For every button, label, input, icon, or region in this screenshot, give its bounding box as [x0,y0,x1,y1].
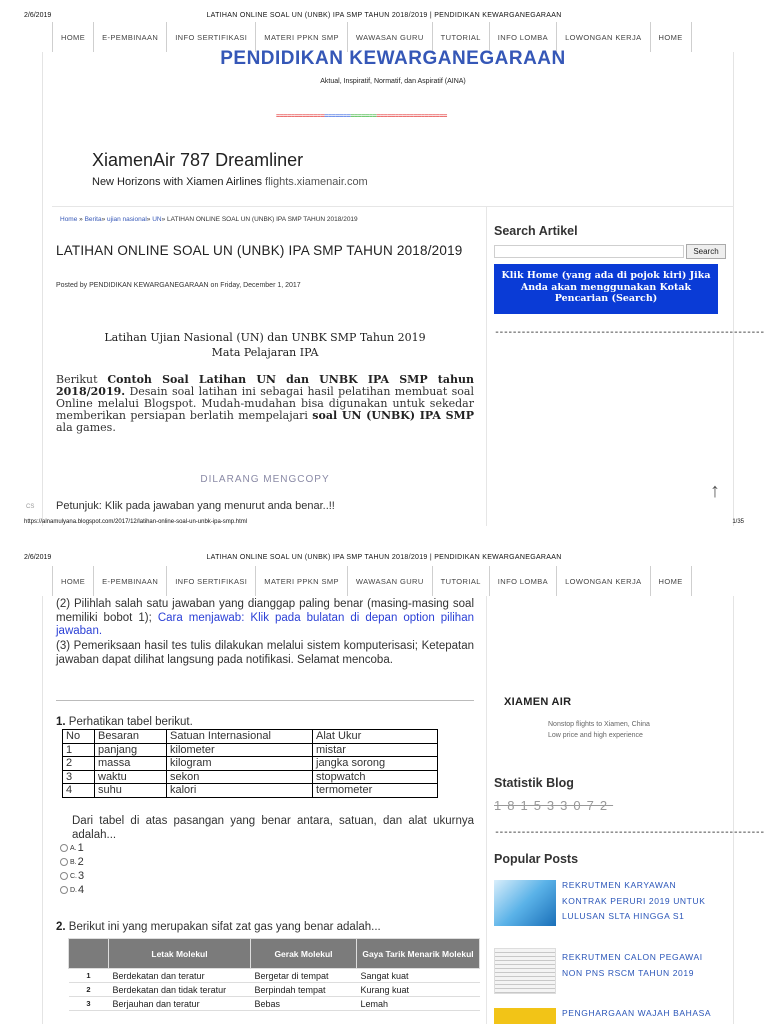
search-heading: Search Artikel [494,224,578,238]
nav-lowongan-kerja[interactable]: LOWONGAN KERJA [557,22,650,52]
question-2-table [68,938,480,1011]
breadcrumb-berita[interactable]: Berita [84,216,102,223]
table-row: 2 massa kilogram jangka sorong [63,757,438,771]
answer-howto: Cara menjawab: Klik pada bulatan di depan option pilihan jawaban. [56,611,474,637]
table-row: 3 waktu sekon stopwatch [63,770,438,784]
option-b[interactable]: B. 2 [60,856,84,868]
nav-wawasan-guru[interactable]: WAWASAN GURU [348,22,433,52]
nav-info-sertifikasi[interactable]: INFO SERTIFIKASI [167,22,256,52]
nav-materi-ppkn[interactable]: MATERI PPKN SMP [256,566,348,596]
popular-post-thumbnail[interactable] [494,880,556,926]
scroll-top-icon[interactable]: ↑ [710,480,720,502]
no-copy-notice: DILARANG MENGCOPY [200,474,330,485]
search-button[interactable]: Search [686,244,726,259]
search-input[interactable] [494,245,684,258]
nav-info-lomba[interactable]: INFO LOMBA [490,566,557,596]
sidebar-divider-2 [486,596,487,1024]
popular-post-thumbnail[interactable] [494,948,556,994]
table-row: 1 panjang kilometer mistar [63,743,438,757]
nav-e-pembinaan[interactable]: E-PEMBINAAN [94,566,167,596]
popular-post-link-1[interactable]: REKRUTMEN KARYAWAN KONTRAK PERURI 2019 UNTUK LULUSAN SLTA HINGGA S1 [562,880,706,921]
table-row: 3 Berjauhan dan teratur Bebas Lemah [69,997,480,1011]
nav-tutorial[interactable]: TUTORIAL [433,22,490,52]
rainbow-divider: ============================================== [276,112,447,120]
option-a[interactable]: A. 1 [60,842,84,854]
print-header-2 [0,548,768,562]
rule-3: (3) Pemeriksaan hasil tes tulis dilakukan melalui sistem komputerisasi; Ketepatan jawaban dapat dilihat langsung pada notifikasi. Selamat mencoba. [56,640,474,666]
print-url: https://alnamulyana.blogspot.com/2017/12/latihan-online-soal-un-unbk-ipa-smp.html [24,519,248,525]
table-header-row: Letak Molekul Gerak Molekul Gaya Tarik Menarik Molekul [69,939,480,969]
post-heading-1: Latihan Ujian Nasional (UN) dan UNBK SMP Tahun 2019 [104,331,426,344]
ad-description[interactable]: New Horizons with Xiamen Airlines flights.xiamenair.com [92,176,368,188]
question-1-table [62,729,438,798]
nav-home[interactable]: HOME [52,566,94,596]
question-1-text: Dari tabel di atas pasangan yang benar antara, satuan, dan alat ukurnya adalah... [72,815,474,841]
print-doc-title-2: LATIHAN ONLINE SOAL UN (UNBK) IPA SMP TAHUN 2018/2019 | PENDIDIKAN KEWARGANEGARAAN [206,554,562,561]
breadcrumb-un[interactable]: UN [152,216,162,223]
nav-info-lomba[interactable]: INFO LOMBA [490,22,557,52]
nav-e-pembinaan[interactable]: E-PEMBINAAN [94,22,167,52]
divider [52,206,734,207]
sidebar-dash-divider-2: ------------------------------------------------------------- [494,827,764,838]
popular-post-thumbnail[interactable] [494,1008,556,1024]
stat-counter: 181533072 [494,798,614,813]
breadcrumb-ujian-nasional[interactable]: ujian nasional [107,216,147,223]
blog-tagline: Aktual, Inspiratif, Normatif, dan Aspiratif (AINA) [320,78,466,85]
print-date-2: 2/6/2019 [24,554,52,561]
nav-home-2[interactable]: HOME [651,566,692,596]
post-meta: Posted by PENDIDIKAN KEWARGANEGARAAN on Friday, December 1, 2017 [56,282,301,289]
nav-info-sertifikasi[interactable]: INFO SERTIFIKASI [167,566,256,596]
radio-c[interactable] [60,872,68,880]
sidebar-dash-divider: ------------------------------------------------------------- [494,327,764,338]
ad-xiamen-description[interactable]: Nonstop flights to Xiamen, China Low price and high experience [548,721,650,739]
question-2: 2. Berikut ini yang merupakan sifat zat gas yang benar adalah... [56,921,381,933]
table-row: No Besaran Satuan Internasional Alat Ukur [63,730,438,744]
table-row: 2 Berdekatan dan tidak teratur Berpindah tempat Kurang kuat [69,983,480,997]
intro-paragraph: Berikut Contoh Soal Latihan UN dan UNBK IPA SMP tahun 2018/2019. Desain soal latihan ini sebagai hasil pelatihan membuat soal Online melalui Blogspot. Mudah-mudahan bisa digunakan untuk sekedar memberikan persiapan berlatih mempelajari soal UN (UNBK) IPA SMP ala games. [56,373,474,434]
top-nav-2 [52,566,734,596]
search-hint-box: Klik Home (yang ada di pojok kiri) Jika Anda akan menggunakan Kotak Pencarian (Search) [494,264,718,314]
table-row: 1 Berdekatan dan teratur Bergetar di tempat Sangat kuat [69,969,480,983]
radio-a[interactable] [60,844,68,852]
nav-tutorial[interactable]: TUTORIAL [433,566,490,596]
radio-b[interactable] [60,858,68,866]
stat-heading: Statistik Blog [494,776,574,790]
ad-xiamen-title[interactable]: XIAMEN AIR [504,696,572,708]
question-divider [56,700,474,701]
question-1: 1. Perhatikan tabel berikut. [56,716,193,728]
post-title: LATIHAN ONLINE SOAL UN (UNBK) IPA SMP TAHUN 2018/2019 [56,243,463,258]
popular-post-link-3[interactable]: PENGHARGAAN WAJAH BAHASA [562,1008,712,1018]
nav-wawasan-guru[interactable]: WAWASAN GURU [348,566,433,596]
sidebar-divider [486,206,487,526]
instructions-text: Petunjuk: Klik pada jawaban yang menurut anda benar..!! [56,500,335,512]
popular-post-link-2[interactable]: REKRUTMEN CALON PEGAWAI NON PNS RSCM TAHUN 2019 [562,952,703,978]
print-page-number: 1/35 [732,519,744,525]
print-date: 2/6/2019 [24,12,52,19]
breadcrumb-home[interactable]: Home [60,216,78,223]
breadcrumb: Home » Berita» ujian nasional» UN» LATIHAN ONLINE SOAL UN (UNBK) IPA SMP TAHUN 2018/2019 [60,216,358,223]
popular-posts-heading: Popular Posts [494,852,579,866]
breadcrumb-current: LATIHAN ONLINE SOAL UN (UNBK) IPA SMP TAHUN 2018/2019 [167,216,358,223]
rule-2: (2) Pilihlah salah satu jawaban yang dianggap paling benar (masing-masing soal memiliki bobot 1); Cara menjawab: Klik pada bulatan di depan option pilihan jawaban. [56,598,474,637]
blog-title[interactable]: PENDIDIKAN KEWARGANEGARAAN [220,48,566,69]
option-c[interactable]: C. 3 [60,870,84,882]
option-d[interactable]: D. 4 [60,884,84,896]
nav-home[interactable]: HOME [52,22,94,52]
ad-url: flights.xiamenair.com [265,176,368,188]
nav-lowongan-kerja[interactable]: LOWONGAN KERJA [557,566,650,596]
side-mark: CS [26,504,35,510]
post-heading-2: Mata Pelajaran IPA [211,346,319,359]
table-row: 4 suhu kalori termometer [63,784,438,798]
radio-d[interactable] [60,886,68,894]
ad-title[interactable]: XiamenAir 787 Dreamliner [92,150,304,170]
print-doc-title: LATIHAN ONLINE SOAL UN (UNBK) IPA SMP TAHUN 2018/2019 | PENDIDIKAN KEWARGANEGARAAN [206,12,562,19]
print-header [0,0,768,19]
nav-home-2[interactable]: HOME [651,22,692,52]
nav-materi-ppkn[interactable]: MATERI PPKN SMP [256,22,348,52]
